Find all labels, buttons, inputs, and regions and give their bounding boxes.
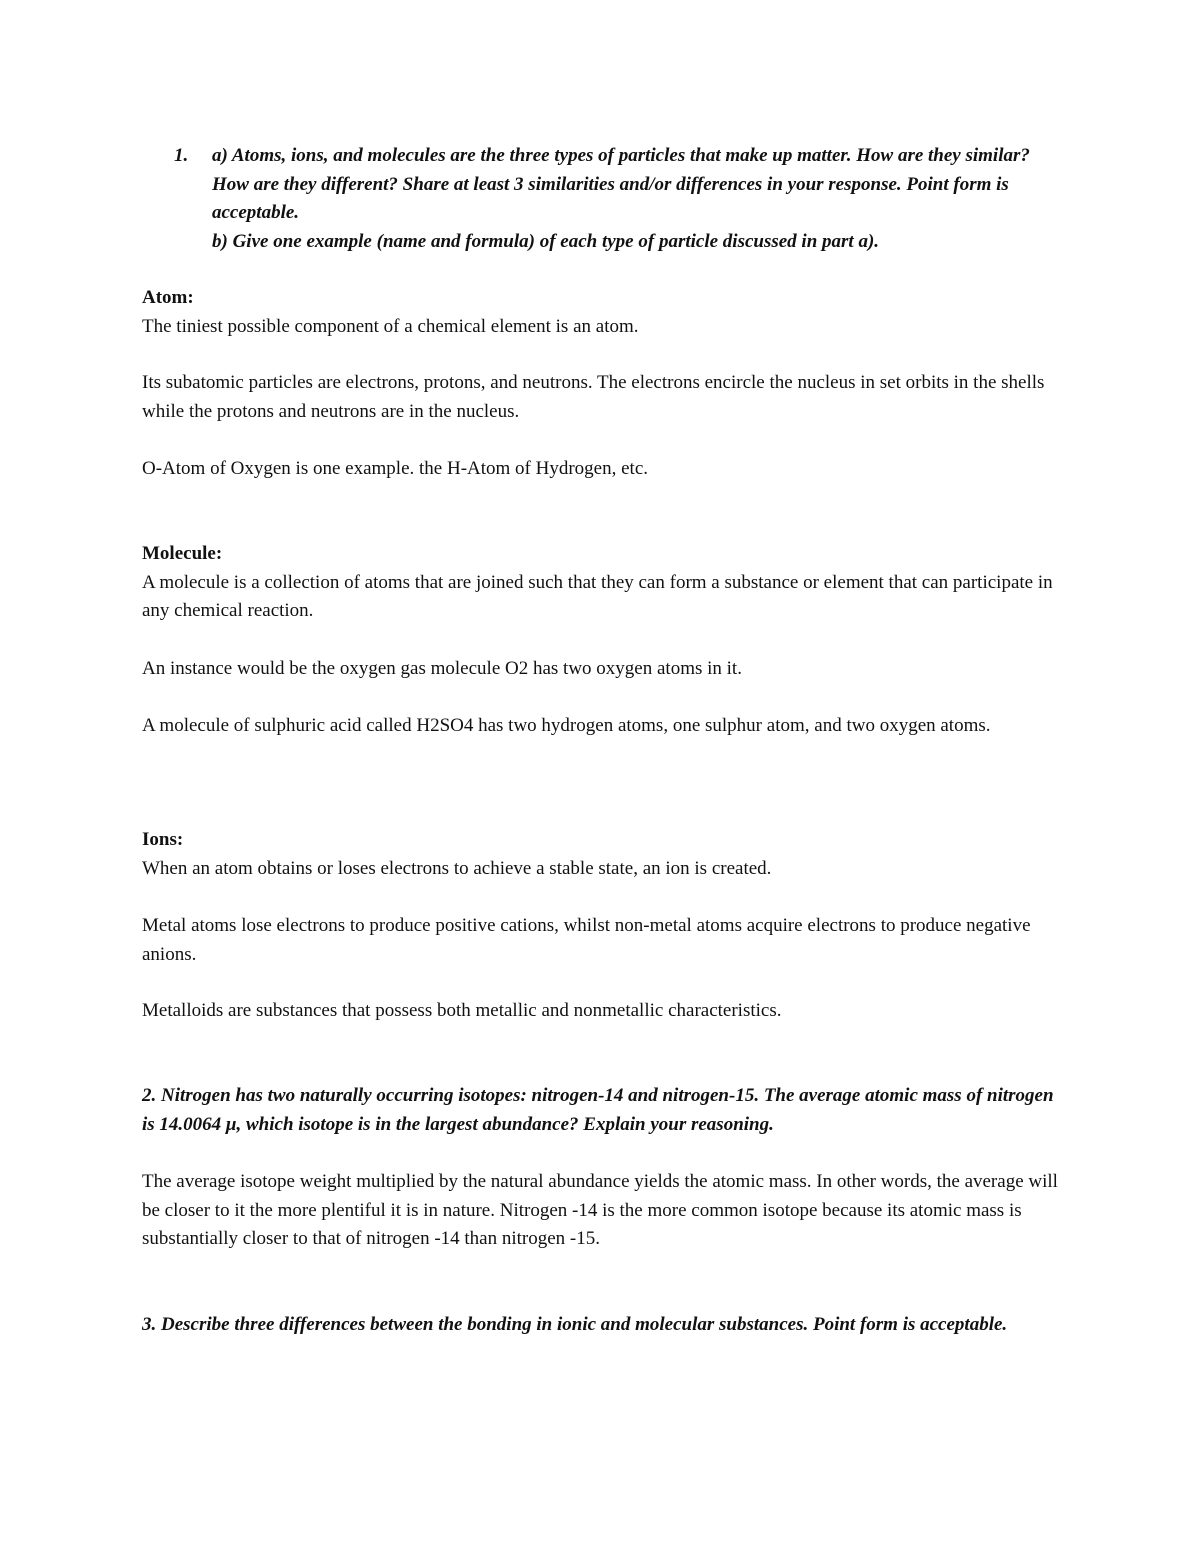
question-1 [174, 142, 1054, 256]
atom-paragraph-2: Its subatomic particles are electrons, protons, and neutrons. The electrons encircle the nucleus in set orbits in the shells while the protons and neutrons are in the nucleus. [142, 372, 1045, 422]
molecule-paragraph-2-block [142, 655, 1062, 684]
question-3-text: 3. Describe three differences between the bonding in ionic and molecular substances. Point form is acceptable. [142, 1314, 1008, 1335]
molecule-paragraph-3: A molecule of sulphuric acid called H2SO4 has two hydrogen atoms, one sulphur atom, and two oxygen atoms. [142, 715, 991, 736]
molecule-heading: Molecule: [142, 543, 223, 564]
ions-paragraph-2: Metal atoms lose electrons to produce positive cations, whilst non-metal atoms acquire electrons to produce negative anions. [142, 915, 1031, 965]
question-2-answer: The average isotope weight multiplied by the natural abundance yields the atomic mass. In other words, the average will be closer to it the more plentiful it is in nature. Nitrogen -14 is the more common isotope because its atomic mass is substantially closer to that of nitrogen -14 than nitrogen -15. [142, 1171, 1058, 1249]
question-1-number: 1. [174, 145, 189, 166]
question-1-part-b: b) Give one example (name and formula) of each type of particle discussed in part a). [212, 230, 880, 252]
question-1-part-a: a) Atoms, ions, and molecules are the three types of particles that make up matter. How are they similar? How are they different? Share at least 3 similarities and/or differences in your response. Point form is acceptable. [212, 145, 1030, 223]
question-1-body [212, 142, 1054, 256]
question-3 [142, 1311, 1062, 1340]
ions-section [142, 826, 1062, 883]
ions-paragraph-3: Metalloids are substances that possess both metallic and nonmetallic characteristics. [142, 1000, 782, 1021]
atom-heading: Atom: [142, 287, 194, 308]
atom-paragraph-3-block [142, 455, 1062, 484]
molecule-section [142, 540, 1062, 626]
ions-paragraph-3-block [142, 997, 1062, 1026]
molecule-paragraph-2: An instance would be the oxygen gas molecule O2 has two oxygen atoms in it. [142, 658, 742, 679]
atom-paragraph-1: The tiniest possible component of a chemical element is an atom. [142, 315, 639, 337]
atom-section [142, 284, 1062, 341]
atom-paragraph-2-block [142, 369, 1062, 426]
question-2-text: 2. Nitrogen has two naturally occurring isotopes: nitrogen-14 and nitrogen-15. The average atomic mass of nitrogen is 14.0064 μ, which isotope is in the largest abundance? Explain your reasoning. [142, 1085, 1054, 1135]
ions-paragraph-1: When an atom obtains or loses electrons to achieve a stable state, an ion is created. [142, 857, 772, 879]
molecule-paragraph-1: A molecule is a collection of atoms that are joined such that they can form a substance or element that can participate in any chemical reaction. [142, 571, 1053, 621]
question-2 [142, 1082, 1062, 1139]
atom-paragraph-3: O-Atom of Oxygen is one example. the H-Atom of Hydrogen, etc. [142, 458, 649, 479]
question-2-answer-block [142, 1168, 1062, 1254]
ions-paragraph-2-block [142, 912, 1062, 969]
molecule-paragraph-3-block [142, 712, 1062, 741]
ions-heading: Ions: [142, 829, 184, 850]
